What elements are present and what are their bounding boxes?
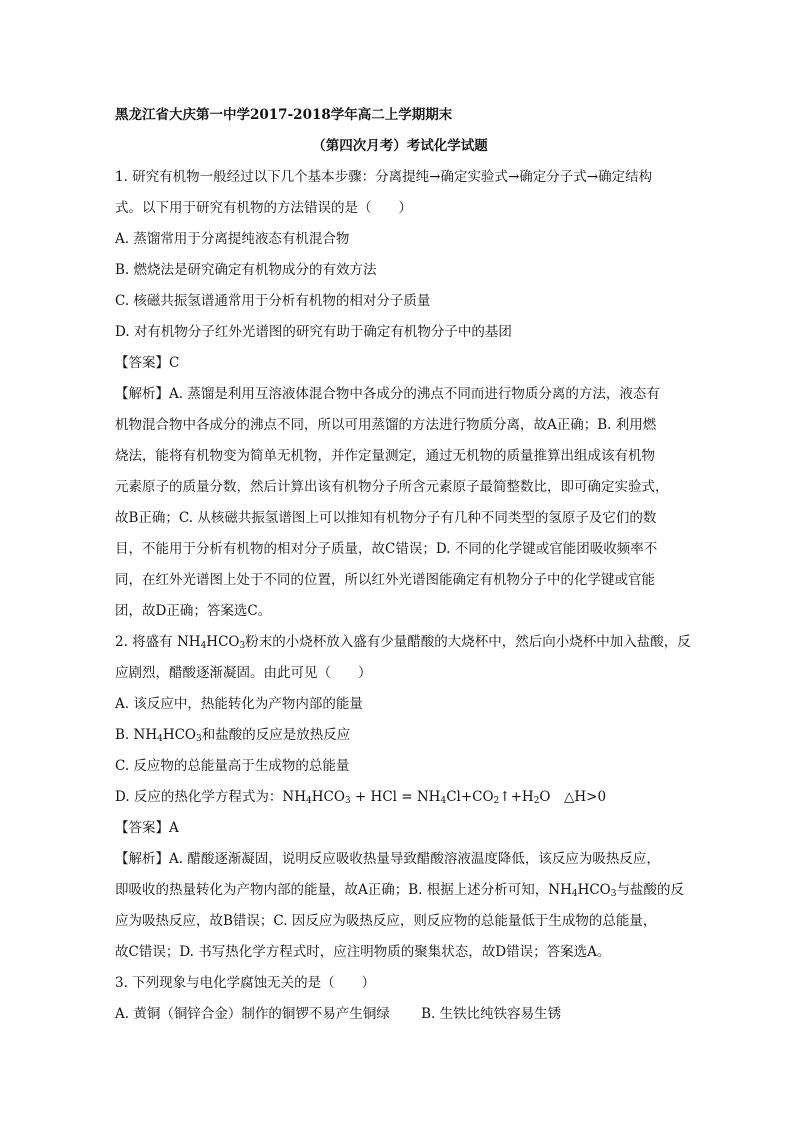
option-text: 和盐酸的反应是放热反应 [201, 727, 351, 743]
option-text: ↑+H [499, 789, 534, 805]
option-text: + HCl = NH [350, 789, 441, 805]
subscript: 2 [533, 796, 540, 806]
subscript: 4 [306, 796, 312, 806]
stem-text: 粉末的小烧杯放入盛有少量醋酸的大烧杯中，然后向小烧杯中加入盐酸，反 [245, 634, 691, 650]
question-stem: 3. 下列现象与电化学腐蚀无关的是（ ） [115, 975, 376, 991]
option-text: D. 反应的热化学方程式为：NH [115, 789, 307, 805]
title-line-2: （第四次月考）考试化学试题 [312, 138, 488, 154]
document-body [115, 100, 691, 1030]
question-stem: 式。以下用于研究有机物的方法错误的是（ ） [115, 200, 412, 216]
subscript: 4 [200, 641, 207, 651]
subscript: 3 [196, 734, 202, 744]
option-text: B. NH [115, 727, 158, 743]
answer-label: 【答案】C [115, 355, 180, 371]
analysis-line: 应为吸热反应，故B错误；C. 因反应为吸热反应，则反应物的总能量低于生成物的总能量， [115, 913, 657, 929]
question-1 [115, 162, 685, 627]
subscript: 3 [344, 796, 351, 806]
subscript: 4 [440, 796, 447, 806]
option-d: D. 对有机物分子红外光谱图的研究有助于确定有机物分子中的基团 [115, 324, 512, 340]
option-d [115, 782, 685, 813]
analysis-text: HCO [577, 882, 611, 898]
analysis-line [115, 875, 685, 906]
option-text: HCO [162, 727, 196, 743]
option-a: A. 该反应中，热能转化为产物内部的能量 [115, 696, 363, 712]
question-stem [115, 627, 691, 658]
option-text: O △H>0 [539, 789, 607, 805]
stem-text: 2. 将盛有 NH [115, 634, 201, 650]
subscript: 4 [157, 734, 163, 744]
option-a: A. 蒸馏常用于分离提纯液态有机混合物 [115, 231, 350, 247]
option-c: C. 反应物的总能量高于生成物的总能量 [115, 758, 350, 774]
analysis-line: 机物混合物中各成分的沸点不同，所以可用蒸馏的方法进行物质分离，故A正确；B. 利用燃 [115, 417, 657, 433]
subscript: 2 [493, 796, 500, 806]
analysis-line: 同，在红外光谱图上处于不同的位置，所以红外光谱图能确定有机物分子中的化学键或官能 [115, 572, 655, 588]
analysis-line: 故B正确；C. 从核磁共振氢谱图上可以推知有机物分子有几种不同类型的氢原子及它们的数 [115, 510, 657, 526]
question-stem: 1. 研究有机物一般经过以下几个基本步骤：分离提纯→确定实验式→确定分子式→确定结构 [115, 169, 653, 185]
analysis-line: 【解析】A. 醋酸逐渐凝固，说明反应吸收热量导致醋酸溶液温度降低，该反应为吸热反应， [115, 851, 660, 867]
stem-text: HCO [206, 634, 240, 650]
analysis-line: 元素原子的质量分数，然后计算出该有机物分子所含元素原子最简整数比，即可确定实验式， [115, 479, 669, 495]
question-3 [115, 968, 685, 1030]
subscript: 3 [610, 889, 617, 899]
question-2 [115, 627, 691, 968]
option-text: HCO [311, 789, 345, 805]
analysis-text: 即吸收的热量转化为产物内部的能量，故A正确；B. 根据上述分析可知，NH [115, 882, 572, 898]
option-ab: A. 黄铜（铜锌合金）制作的铜锣不易产生铜绿 B. 生铁比纯铁容易生锈 [115, 1006, 562, 1022]
analysis-line: 【解析】A. 蒸馏是利用互溶液体混合物中各成分的沸点不同而进行物质分离的方法，液态有 [115, 386, 660, 402]
analysis-line: 目，不能用于分析有机物的相对分子质量，故C错误；D. 不同的化学键或官能团吸收频率不 [115, 541, 658, 557]
option-c: C. 核磁共振氢谱通常用于分析有机物的相对分子质量 [115, 293, 431, 309]
option-text: Cl+CO [446, 789, 494, 805]
subscript: 4 [571, 889, 578, 899]
answer-label: 【答案】A [115, 820, 179, 836]
option-b: B. 燃烧法是研究确定有机物成分的有效方法 [115, 262, 377, 278]
analysis-line: 故C错误；D. 书写热化学方程式时，应注明物质的聚集状态，故D错误；答案选A。 [115, 944, 611, 960]
title-line-1: 黑龙江省大庆第一中学2017-2018学年高二上学期期末 [115, 107, 453, 123]
analysis-line: 团，故D正确；答案选C。 [115, 603, 272, 619]
subscript: 3 [239, 641, 246, 651]
question-stem: 应剧烈，醋酸逐渐凝固。由此可见（ ） [115, 665, 372, 681]
option-b [115, 720, 685, 751]
analysis-text: 与盐酸的反 [616, 882, 684, 898]
analysis-line: 烧法，能将有机物变为简单无机物，并作定量测定，通过无机物的质量推算出组成该有机物 [115, 448, 655, 464]
